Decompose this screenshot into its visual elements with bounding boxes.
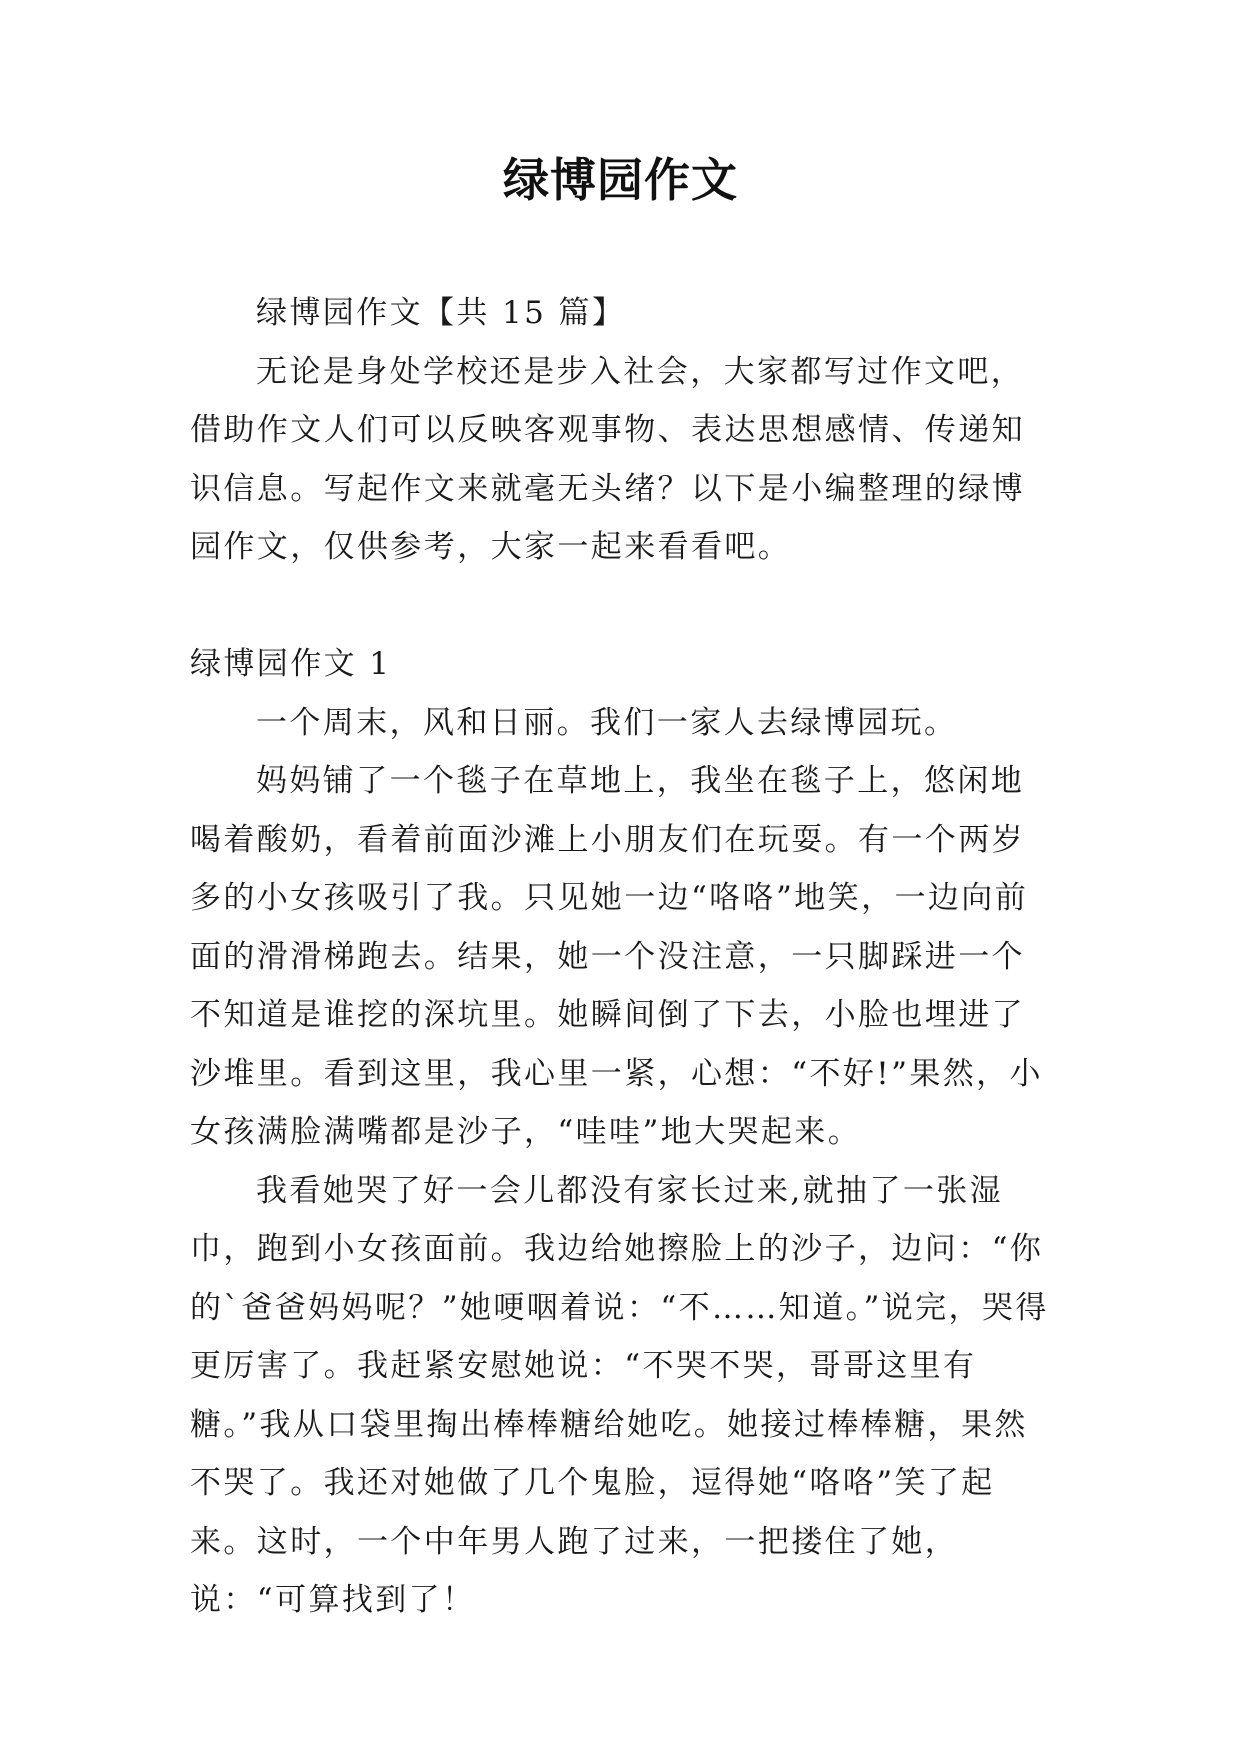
paragraph: 我看她哭了好一会儿都没有家长过来,就抽了一张湿巾，跑到小女孩面前。我边给她擦脸上的沙子，边问：“你的`爸爸妈妈呢？”她哽咽着说：“不……知道。”说完，哭得更厉害了。我赶紧安慰她说：“不哭不哭，哥哥这里有糖。”我从口袋里掏出棒棒糖给她吃。她接过棒棒糖，果然不哭了。我还对她做了几个鬼脸，逗得她“咯咯”笑了起来。这时，一个中年男人跑了过来，一把搂住了她，说：“可算找到了！ (190, 1172, 1049, 1618)
section-spacer (190, 577, 1056, 636)
intro-paragraph: 无论是身处学校还是步入社会，大家都写过作文吧，借助作文人们可以反映客观事物、表达思想感情、传递知识信息。写起作文来就毫无头绪？以下是小编整理的绿博园作文，仅供参考，大家一起来看看吧。 (190, 353, 1025, 565)
paragraph: 一个周末，风和日丽。我们一家人去绿博园玩。 (256, 704, 958, 741)
paragraph: 妈妈铺了一个毯子在草地上，我坐在毯子上，悠闲地喝着酸奶，看着前面沙滩上小朋友们在玩耍。有一个两岁多的小女孩吸引了我。只见她一边“咯咯”地笑，一边向前面的滑滑梯跑去。结果，她一个没注意，一只脚踩进一个不知道是谁挖的深坑里。她瞬间倒了下去，小脸也埋进了沙堆里。看到这里，我心里一紧，心想：“不好!”果然，小女孩满脸满嘴都是沙子，“哇哇”地大哭起来。 (190, 763, 1043, 1150)
document-body (190, 284, 1056, 1630)
document-subtitle: 绿博园作文【共 15 篇】 (256, 295, 626, 331)
section-heading: 绿博园作文 1 (190, 646, 392, 682)
document-title: 绿博园作文 (503, 153, 738, 207)
